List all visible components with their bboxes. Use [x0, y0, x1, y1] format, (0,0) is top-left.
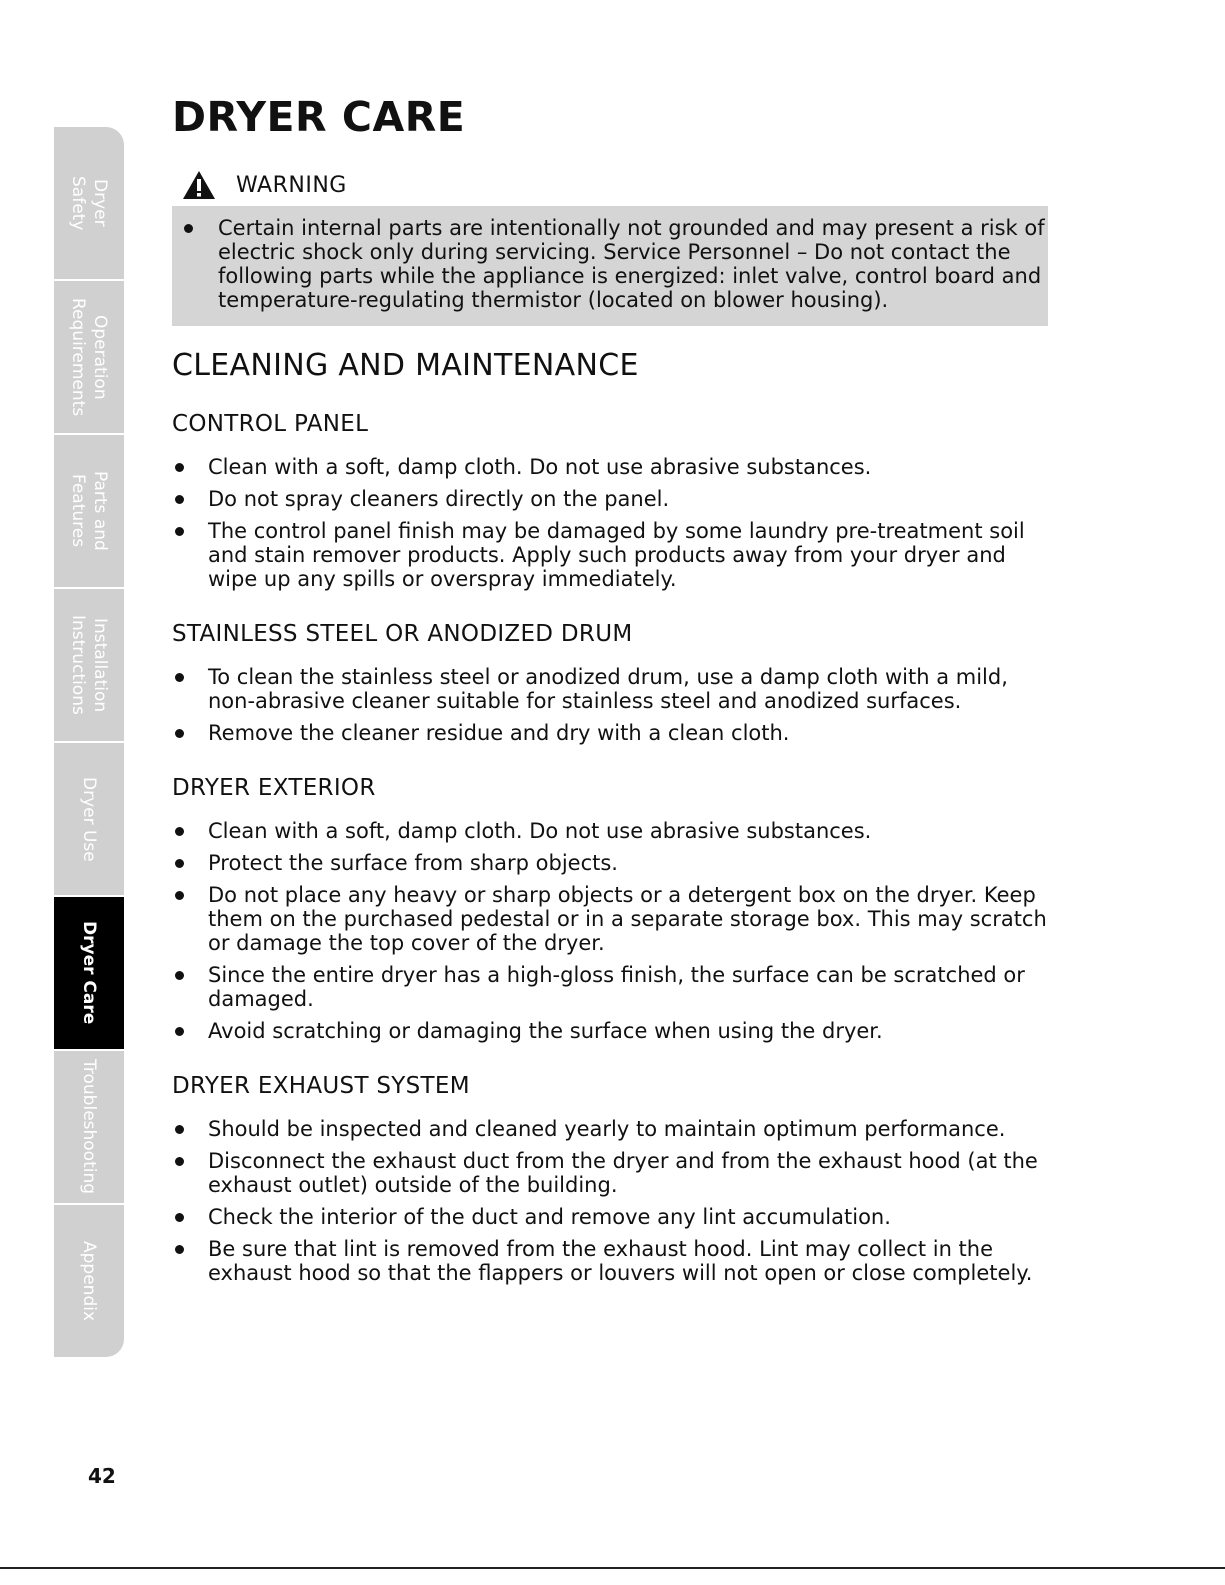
warning-box	[172, 206, 1048, 326]
warning-header	[172, 170, 1052, 200]
list-item: The control panel finish may be damaged by some laundry pre-treatment soil and stain remover products. Apply such products away from your dryer and wipe up any spills or overspray immediately.	[172, 519, 1052, 591]
subsection-title-control-panel: CONTROL PANEL	[172, 411, 369, 437]
list-item: Be sure that lint is removed from the exhaust hood. Lint may collect in the exhaust hood so that the flappers or louvers will not open or close completely.	[172, 1237, 1052, 1285]
list-item: Avoid scratching or damaging the surface when using the dryer.	[172, 1019, 1052, 1043]
tab-appendix[interactable]	[54, 1205, 124, 1357]
list-item: Do not spray cleaners directly on the panel.	[172, 487, 1052, 511]
subsection-title-exterior: DRYER EXTERIOR	[172, 775, 376, 801]
subsection-title-drum: STAINLESS STEEL OR ANODIZED DRUM	[172, 621, 633, 647]
page-title: DRYER CARE	[172, 93, 466, 141]
tab-dryer-use[interactable]	[54, 743, 124, 897]
tab-installation-instructions[interactable]	[54, 589, 124, 743]
tab-label: Dryer Safety	[68, 175, 110, 231]
list-item: Disconnect the exhaust duct from the dryer and from the exhaust hood (at the exhaust outlet) outside of the building.	[172, 1149, 1052, 1197]
tab-dryer-safety[interactable]	[54, 127, 124, 281]
tab-dryer-care[interactable]	[54, 897, 124, 1051]
list-item: Clean with a soft, damp cloth. Do not use abrasive substances.	[172, 455, 1052, 479]
tab-label: Dryer Care	[79, 921, 99, 1025]
list-item: Do not place any heavy or sharp objects or a detergent box on the dryer. Keep them on the purchased pedestal or in a separate storage box. This may scratch or damage the top cover of the dryer.	[172, 883, 1052, 955]
list-item: To clean the stainless steel or anodized drum, use a damp cloth with a mild, non-abrasive cleaner suitable for stainless steel and anodized surfaces.	[172, 665, 1052, 713]
section-title-cleaning: CLEANING AND MAINTENANCE	[172, 348, 639, 383]
tab-parts-and-features[interactable]	[54, 435, 124, 589]
tab-label: Appendix	[79, 1240, 99, 1322]
tab-label: Operation Requirements	[68, 297, 110, 417]
list-item: Should be inspected and cleaned yearly to maintain optimum performance.	[172, 1117, 1052, 1141]
warning-label: WARNING	[236, 172, 347, 198]
side-tab-nav	[54, 127, 124, 1357]
list-item: Check the interior of the duct and remove any lint accumulation.	[172, 1205, 1052, 1229]
list-item: Remove the cleaner residue and dry with a clean cloth.	[172, 721, 1052, 745]
tab-label: Troubleshooting	[79, 1059, 99, 1195]
page-number: 42	[88, 1464, 116, 1488]
list-item: Since the entire dryer has a high-gloss finish, the surface can be scratched or damaged.	[172, 963, 1052, 1011]
warning-text: Certain internal parts are intentionally not grounded and may present a risk of electric shock only during servicing. Service Personnel – Do not contact the following parts while the appliance is energized: inlet valve, control board and temperature-regulating thermistor (located on blower housing).	[172, 216, 1048, 312]
warning-triangle-icon	[182, 170, 216, 200]
tab-troubleshooting[interactable]	[54, 1051, 124, 1205]
tab-operation-requirements[interactable]	[54, 281, 124, 435]
tab-label: Parts and Features	[68, 471, 110, 551]
page-content	[172, 92, 1052, 1293]
list-item: Clean with a soft, damp cloth. Do not use abrasive substances.	[172, 819, 1052, 843]
tab-label: Installation Instructions	[68, 615, 110, 715]
tab-label: Dryer Use	[79, 776, 99, 862]
bottom-divider	[0, 1567, 1225, 1569]
list-item: Protect the surface from sharp objects.	[172, 851, 1052, 875]
subsection-title-exhaust: DRYER EXHAUST SYSTEM	[172, 1073, 470, 1099]
